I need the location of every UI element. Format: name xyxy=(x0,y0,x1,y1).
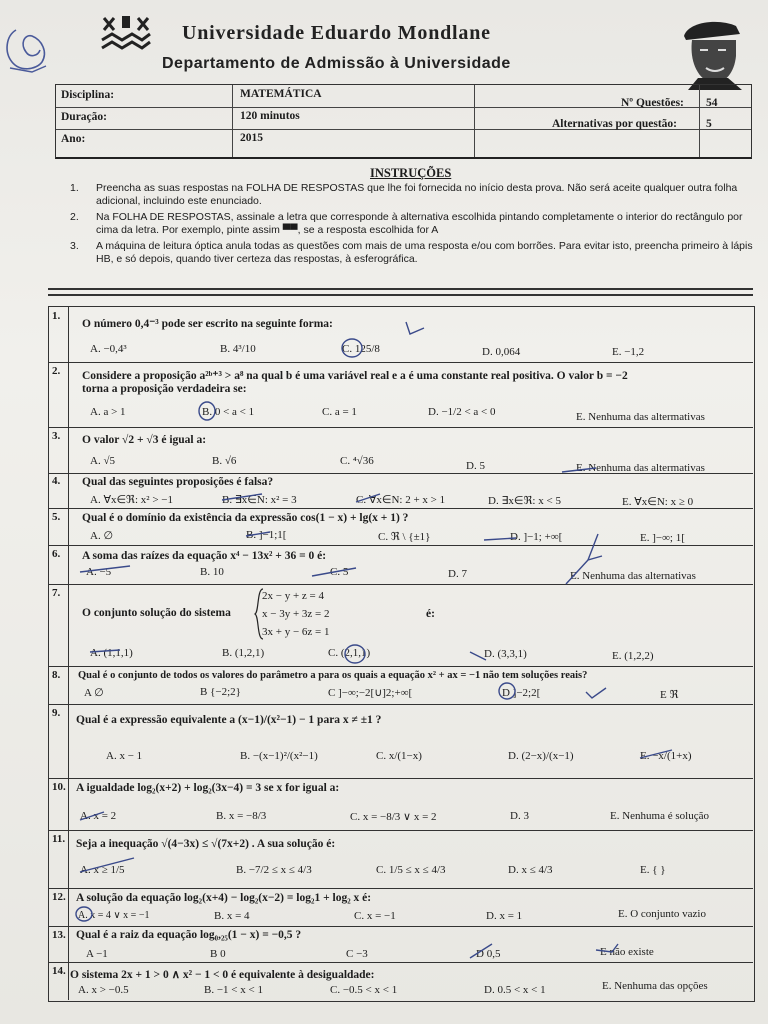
duracao-value: 120 minutos xyxy=(240,110,300,122)
option-a: A. −5 xyxy=(86,566,112,578)
question-text: Qual é a expressão equivalente a (x−1)/(x²−1) − 1 para x ≠ ±1 ? xyxy=(76,714,382,726)
question-number: 3. xyxy=(52,430,61,442)
option-b: B. (1,2,1) xyxy=(222,647,265,659)
option-b: B. x = −8/3 xyxy=(216,810,267,822)
nquestoes-value: 54 xyxy=(706,97,718,109)
question-number: 11. xyxy=(52,833,66,845)
option-a: A −1 xyxy=(86,948,108,960)
option-b: B. √6 xyxy=(212,455,237,467)
question-number: 8. xyxy=(52,669,61,681)
option-d: D. (3,3,1) xyxy=(484,648,527,660)
option-a: A. ∅ xyxy=(90,530,114,542)
option-a: A. (1,1,1) xyxy=(90,647,133,659)
option-c: C. 125/8 xyxy=(342,343,380,355)
option-d: D. x ≤ 4/3 xyxy=(508,864,553,876)
option-e: E ℜ xyxy=(660,689,679,701)
instruction-number: 2. xyxy=(70,211,79,223)
university-name: Universidade Eduardo Mondlane xyxy=(182,22,491,44)
instruction-text: Preencha as suas respostas na FOLHA DE RESPOSTAS que lhe foi fornecida no início desta prova. Não será aceite qualquer outra folha adicional, incluindo este enunciado. xyxy=(96,182,738,207)
option-d: D 0,5 xyxy=(476,948,501,960)
option-b: B. 10 xyxy=(200,566,224,578)
option-d: D. 0.5 < x < 1 xyxy=(484,984,546,996)
question-number-column-line xyxy=(68,306,69,1000)
option-c: C. (2,1,1) xyxy=(328,647,371,659)
instruction-item xyxy=(70,240,755,268)
instruction-number: 3. xyxy=(70,240,79,252)
nquestoes-label: Nº Questões: xyxy=(621,97,684,109)
question-number: 14. xyxy=(52,965,66,977)
question-text: A soma das raízes da equação x⁴ − 13x² + 36 = 0 é: xyxy=(82,550,327,562)
question-number: 4. xyxy=(52,475,61,487)
question-number: 2. xyxy=(52,365,61,377)
option-d: D. (2−x)/(x−1) xyxy=(508,750,574,762)
option-d: D. 5 xyxy=(466,460,485,472)
option-e: E. ]−∞; 1[ xyxy=(640,532,685,544)
question-number: 12. xyxy=(52,891,66,903)
department-name: Departamento de Admissão à Universidade xyxy=(162,55,511,72)
option-e: E. Nenhuma é solução xyxy=(610,810,709,822)
system-equation: 2x − y + z = 4 xyxy=(262,590,324,602)
question-text-after: é: xyxy=(426,608,435,620)
option-b: B. −1 < x < 1 xyxy=(204,984,263,996)
option-e: E. Nenhuma das opções xyxy=(602,980,708,992)
option-b: B. 4³/10 xyxy=(220,343,256,355)
question-number: 9. xyxy=(52,707,61,719)
handwritten-scribble xyxy=(2,22,52,78)
separator-line xyxy=(48,288,753,290)
question-text-continued: torna a proposição verdadeira se: xyxy=(82,383,247,395)
option-e: E. { } xyxy=(640,864,666,876)
option-d: D ]−2;2[ xyxy=(502,687,541,699)
option-e: E. ∀x∈N: x ≥ 0 xyxy=(622,496,694,508)
university-crest-icon xyxy=(100,14,152,52)
question-number: 1. xyxy=(52,310,61,322)
instruction-item xyxy=(70,211,755,239)
option-a: A. ∀x∈ℜ: x² > −1 xyxy=(90,494,174,506)
system-equation: 3x + y − 6z = 1 xyxy=(262,626,330,638)
option-c: C. 5 xyxy=(330,566,349,578)
question-text: Seja a inequação √(4−3x) ≤ √(7x+2) . A sua solução é: xyxy=(76,838,336,850)
option-c: C. 1/5 ≤ x ≤ 4/3 xyxy=(376,864,446,876)
option-d: D. x = 1 xyxy=(486,910,523,922)
question-text: Qual é o conjunto de todos os valores do parâmetro a para os quais a equação x² + ax = −1 não tem soluções reais? xyxy=(78,670,588,681)
option-c: C. x = −8/3 ∨ x = 2 xyxy=(350,811,437,823)
alternativas-value: 5 xyxy=(706,118,712,130)
question-number: 7. xyxy=(52,587,61,599)
option-c: C. −0.5 < x < 1 xyxy=(330,984,398,996)
option-c: C ]−∞;−2[∪]2;+∞[ xyxy=(328,687,413,699)
question-text: A solução da equação log₂(x+4) − log₂(x−2) = log₂1 + log₂ x é: xyxy=(76,892,372,904)
question-text: O sistema 2x + 1 > 0 ∧ x² − 1 < 0 é equivalente à desigualdade: xyxy=(70,969,375,981)
option-e: E não existe xyxy=(600,946,654,958)
instruction-number: 1. xyxy=(70,182,79,194)
option-d: D. −1/2 < a < 0 xyxy=(428,406,496,418)
question-text: O conjunto solução do sistema xyxy=(82,607,231,619)
question-text: A igualdade log₂(x+2) + log₂(3x−4) = 3 se x for igual a: xyxy=(76,782,340,794)
instruction-text: A máquina de leitura óptica anula todas as questões com mais de uma resposta e/ou com borrões. Para evitar isto, preencha primeiro à lápis HB, e só depois, quando tiver certeza das respostas, à esferográfica. xyxy=(96,240,753,265)
option-e: E. Nenhuma das alternativas xyxy=(570,570,696,582)
option-a: A. −0,4³ xyxy=(90,343,127,355)
option-a: A. x − 1 xyxy=(106,750,143,762)
instructions-title: INSTRUÇÕES xyxy=(370,166,452,180)
option-b: B. 0 < a < 1 xyxy=(202,406,255,418)
option-b: B. ]−1;1[ xyxy=(246,529,287,541)
question-text: Qual das seguintes proposições é falsa? xyxy=(82,476,274,488)
option-e: E. Nenhuma das altermativas xyxy=(576,411,705,423)
duracao-label: Duração: xyxy=(61,111,107,123)
option-e: E. Nenhuma das altermativas xyxy=(576,462,705,474)
option-a: A. x ≥ 1/5 xyxy=(80,864,125,876)
option-c: C −3 xyxy=(346,948,368,960)
question-number: 6. xyxy=(52,548,61,560)
disciplina-value: MATEMÁTICA xyxy=(240,88,322,100)
question-text: O valor √2 + √3 é igual a: xyxy=(82,434,207,446)
disciplina-label: Disciplina: xyxy=(61,89,115,101)
option-a: A. x = 4 ∨ x = −1 xyxy=(78,910,150,921)
option-a: A. a > 1 xyxy=(90,406,126,418)
option-e: E. −1,2 xyxy=(612,346,645,358)
option-d: D. 3 xyxy=(510,810,529,822)
separator-line xyxy=(48,294,753,296)
option-b: B. x = 4 xyxy=(214,910,250,922)
option-a: A. x > −0.5 xyxy=(78,984,129,996)
option-c: C. ⁴√36 xyxy=(340,455,374,467)
exam-info-table xyxy=(55,84,752,159)
option-c: C. ℜ \ {±1} xyxy=(378,531,431,543)
option-d: D. ∃x∈ℜ: x < 5 xyxy=(488,495,561,507)
option-a: A. x = 2 xyxy=(80,810,117,822)
option-c: C. a = 1 xyxy=(322,406,357,418)
ano-label: Ano: xyxy=(61,133,86,145)
option-b: B. −7/2 ≤ x ≤ 4/3 xyxy=(236,864,312,876)
question-text: O número 0,4⁻³ pode ser escrito na seguinte forma: xyxy=(82,318,333,330)
question-text: Qual é a raiz da equação log₀,₂₅(1 − x) = −0,5 ? xyxy=(76,929,302,941)
portrait-emblem-icon xyxy=(678,16,748,90)
option-b: B. −(x−1)²/(x²−1) xyxy=(240,750,318,762)
option-e: E. (1,2,2) xyxy=(612,650,654,662)
option-b: B. ∃x∈N: x² = 3 xyxy=(222,494,297,506)
instruction-text: Na FOLHA DE RESPOSTAS, assinale a letra que corresponde à alternativa escolhida pintando completamente o interior do rectângulo por cima da letra. Por exemplo, pinte assim ▀▀, se a resposta escolhida for A xyxy=(96,211,743,236)
alternativas-label: Alternativas por questão: xyxy=(552,118,678,130)
question-number: 13. xyxy=(52,929,66,941)
option-c: C. ∀x∈N: 2 + x > 1 xyxy=(356,494,446,506)
instruction-item xyxy=(70,182,755,210)
option-b: B {−2;2} xyxy=(200,686,241,698)
question-number: 10. xyxy=(52,781,66,793)
option-d: D. 7 xyxy=(448,568,467,580)
option-d: D. ]−1; +∞[ xyxy=(510,531,563,543)
option-c: C. x/(1−x) xyxy=(376,750,422,762)
option-a: A. √5 xyxy=(90,455,115,467)
option-b: B 0 xyxy=(210,948,226,960)
option-e: E. O conjunto vazio xyxy=(618,908,706,920)
question-number: 5. xyxy=(52,511,61,523)
option-d: D. 0,064 xyxy=(482,346,521,358)
system-equation: x − 3y + 3z = 2 xyxy=(262,608,330,620)
option-e: E. −x/(1+x) xyxy=(640,750,692,762)
ano-value: 2015 xyxy=(240,132,263,144)
option-c: C. x = −1 xyxy=(354,910,396,922)
option-a: A ∅ xyxy=(84,687,104,699)
question-text: Considere a proposição a²ᵇ⁺³ > a⁸ na qual b é uma variável real e a é uma constante real positiva. O valor b = −2 xyxy=(82,370,628,382)
question-text: Qual é o domínio da existência da expressão cos(1 − x) + lg(x + 1) ? xyxy=(82,512,409,524)
